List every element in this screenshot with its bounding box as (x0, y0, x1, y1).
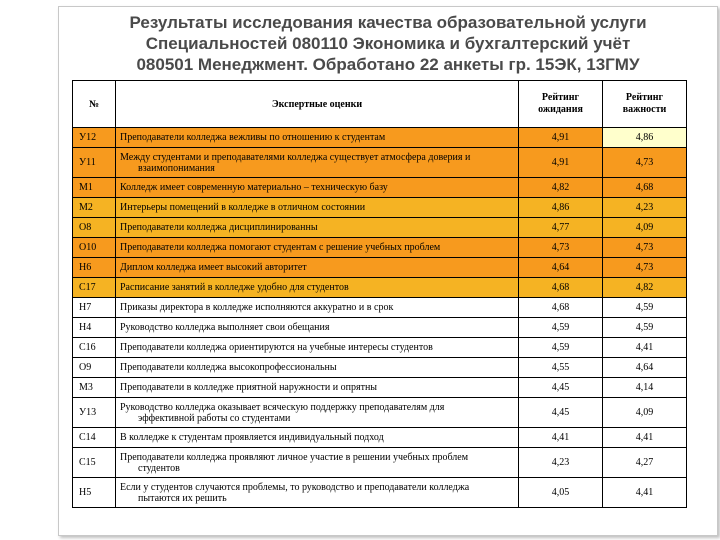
page-title (58, 12, 718, 75)
row-expectation-rating: 4,45 (519, 398, 603, 428)
row-expectation-rating: 4,45 (519, 378, 603, 398)
row-criterion (116, 338, 519, 358)
row-expectation-rating: 4,82 (519, 178, 603, 198)
row-importance-rating: 4,27 (603, 448, 687, 478)
row-expectation-rating: 4,59 (519, 318, 603, 338)
row-expectation-rating: 4,05 (519, 478, 603, 508)
row-criterion (116, 378, 519, 398)
row-criterion (116, 148, 519, 178)
header-expectation-line1: Рейтинг (541, 92, 580, 103)
table-row (73, 448, 687, 478)
row-criterion (116, 258, 519, 278)
row-importance-rating: 4,59 (603, 298, 687, 318)
table-row (73, 358, 687, 378)
row-code: С16 (73, 338, 116, 358)
row-code: М3 (73, 378, 116, 398)
row-criterion-line2: пытаются их решить (138, 492, 227, 504)
row-expectation-rating: 4,55 (519, 358, 603, 378)
table-row (73, 128, 687, 148)
row-criterion (116, 398, 519, 428)
row-criterion-line1: Приказы директора в колледже исполняются аккуратно и в срок (120, 302, 394, 313)
row-importance-rating: 4,73 (603, 148, 687, 178)
row-expectation-rating: 4,91 (519, 148, 603, 178)
row-importance-rating: 4,82 (603, 278, 687, 298)
row-criterion-line1: Колледж имеет современную материально – техническую базу (120, 182, 388, 193)
ratings-table (72, 80, 687, 508)
row-expectation-rating: 4,68 (519, 278, 603, 298)
table-header-row (73, 81, 687, 128)
table-row (73, 238, 687, 258)
table-row (73, 148, 687, 178)
row-criterion-line1: Руководство колледжа выполняет свои обещания (120, 322, 330, 333)
row-criterion (116, 318, 519, 338)
row-expectation-rating: 4,77 (519, 218, 603, 238)
row-importance-rating: 4,09 (603, 398, 687, 428)
row-criterion-line1: В колледже к студентам проявляется индивидуальный подход (120, 432, 384, 443)
row-expectation-rating: 4,73 (519, 238, 603, 258)
table-body (73, 128, 687, 508)
title-line-2: Специальностей 080110 Экономика и бухгалтерский учёт (145, 34, 631, 53)
row-criterion (116, 218, 519, 238)
row-importance-rating: 4,86 (603, 128, 687, 148)
row-criterion (116, 238, 519, 258)
row-code: О8 (73, 218, 116, 238)
row-criterion-line1: Руководство колледжа оказывает всяческую поддержку преподавателям для (120, 401, 445, 413)
row-code: У11 (73, 148, 116, 178)
table-row (73, 298, 687, 318)
row-code: С17 (73, 278, 116, 298)
row-criterion-line1: Диплом колледжа имеет высокий авторитет (120, 262, 307, 273)
row-importance-rating: 4,41 (603, 478, 687, 508)
table-row (73, 378, 687, 398)
row-criterion (116, 478, 519, 508)
row-criterion-line1: Расписание занятий в колледже удобно для студентов (120, 282, 349, 293)
table-row (73, 318, 687, 338)
row-expectation-rating: 4,86 (519, 198, 603, 218)
header-importance-line1: Рейтинг (625, 92, 664, 103)
row-importance-rating: 4,73 (603, 238, 687, 258)
table-row (73, 428, 687, 448)
row-criterion (116, 128, 519, 148)
row-code: Н7 (73, 298, 116, 318)
row-code: О10 (73, 238, 116, 258)
row-importance-rating: 4,09 (603, 218, 687, 238)
row-code: О9 (73, 358, 116, 378)
row-importance-rating: 4,23 (603, 198, 687, 218)
row-code: М1 (73, 178, 116, 198)
row-criterion-line1: Преподаватели колледжа вежливы по отношению к студентам (120, 132, 386, 143)
row-criterion-line1: Преподаватели колледжа высокопрофессиональны (120, 362, 337, 373)
row-criterion (116, 298, 519, 318)
row-expectation-rating: 4,68 (519, 298, 603, 318)
row-code: С14 (73, 428, 116, 448)
row-criterion-line1: Преподаватели колледжа помогают студентам с решение учебных проблем (120, 242, 441, 253)
row-importance-rating: 4,64 (603, 358, 687, 378)
row-criterion (116, 278, 519, 298)
row-code: М2 (73, 198, 116, 218)
row-code: Н6 (73, 258, 116, 278)
row-criterion-line1: Преподаватели в колледже приятной наружности и опрятны (120, 382, 378, 393)
row-expectation-rating: 4,91 (519, 128, 603, 148)
header-expectation (519, 81, 603, 128)
row-criterion-line2: эффективной работы со студентами (138, 412, 291, 424)
row-criterion-line2: взаимопонимания (138, 162, 215, 174)
table-row (73, 338, 687, 358)
table-row (73, 198, 687, 218)
row-criterion (116, 178, 519, 198)
row-criterion (116, 198, 519, 218)
table-row (73, 398, 687, 428)
row-criterion-line1: Преподаватели колледжа ориентируются на учебные интересы студентов (120, 342, 433, 353)
row-criterion-line1: Интерьеры помещений в колледже в отличном состоянии (120, 202, 366, 213)
row-expectation-rating: 4,59 (519, 338, 603, 358)
header-expectation-line2: ожидания (538, 104, 583, 115)
row-criterion-line1: Преподаватели колледжа проявляют личное участие в решении учебных проблем (120, 451, 469, 463)
row-importance-rating: 4,41 (603, 338, 687, 358)
row-importance-rating: 4,59 (603, 318, 687, 338)
row-criterion-line1: Преподаватели колледжа дисциплинированны (120, 222, 318, 233)
table-row (73, 278, 687, 298)
row-code: Н5 (73, 478, 116, 508)
title-line-3: 080501 Менеджмент. Обработано 22 анкеты гр. 15ЭК, 13ГМУ (136, 55, 640, 74)
row-importance-rating: 4,41 (603, 428, 687, 448)
row-criterion (116, 358, 519, 378)
header-importance-line2: важности (622, 104, 667, 115)
row-criterion (116, 428, 519, 448)
row-criterion (116, 448, 519, 478)
table-row (73, 178, 687, 198)
row-code: У12 (73, 128, 116, 148)
table-row (73, 258, 687, 278)
row-code: С15 (73, 448, 116, 478)
row-code: У13 (73, 398, 116, 428)
row-expectation-rating: 4,41 (519, 428, 603, 448)
title-line-1: Результаты исследования качества образовательной услуги (129, 13, 647, 32)
row-importance-rating: 4,73 (603, 258, 687, 278)
header-importance (603, 81, 687, 128)
table-row (73, 478, 687, 508)
row-importance-rating: 4,14 (603, 378, 687, 398)
row-importance-rating: 4,68 (603, 178, 687, 198)
row-expectation-rating: 4,23 (519, 448, 603, 478)
row-code: Н4 (73, 318, 116, 338)
row-expectation-rating: 4,64 (519, 258, 603, 278)
row-criterion-line1: Если у студентов случаются проблемы, то руководство и преподаватели колледжа (120, 481, 470, 493)
header-criteria: Экспертные оценки (116, 81, 519, 128)
header-number: № (73, 81, 116, 128)
row-criterion-line1: Между студентами и преподавателями колледжа существует атмосфера доверия и (120, 151, 471, 163)
row-criterion-line2: студентов (138, 462, 180, 474)
table-row (73, 218, 687, 238)
